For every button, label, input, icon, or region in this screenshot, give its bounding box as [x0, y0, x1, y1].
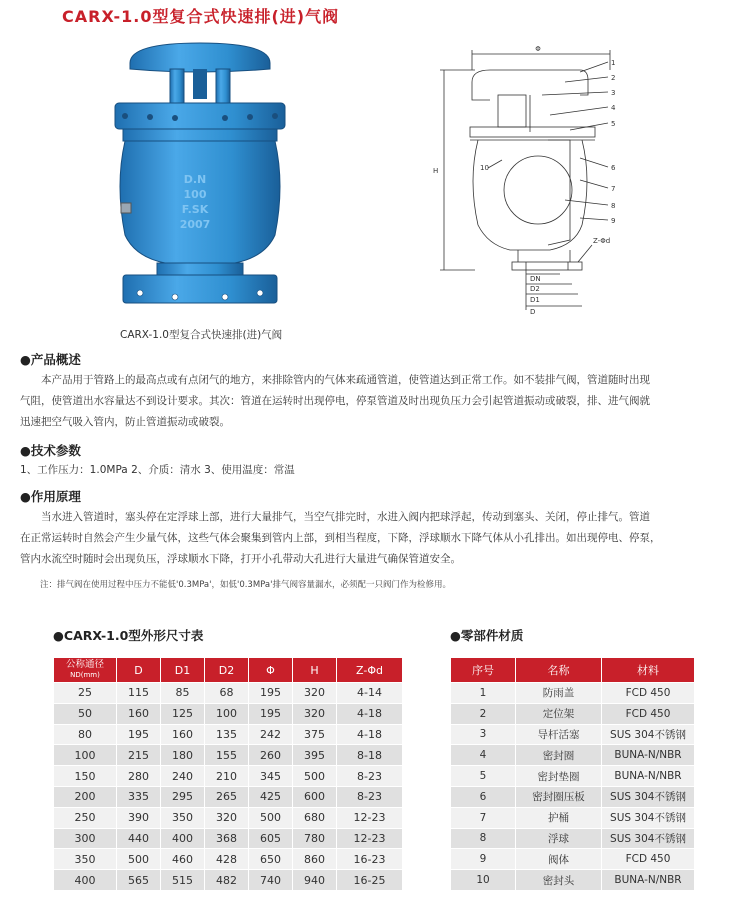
table-cell: 12-23 — [337, 828, 403, 849]
overview-text — [20, 370, 730, 433]
table-cell: 260 — [249, 745, 293, 766]
table-cell: 防雨盖 — [516, 683, 602, 704]
table-row — [451, 807, 695, 828]
table-cell: 135 — [205, 724, 249, 745]
table-row — [451, 766, 695, 787]
table-cell: SUS 304不锈钢 — [602, 828, 695, 849]
table-cell: 400 — [54, 870, 117, 891]
table-cell: 300 — [54, 828, 117, 849]
table-cell: 180 — [161, 745, 205, 766]
table-cell: 100 — [54, 745, 117, 766]
table-cell: 7 — [451, 807, 516, 828]
table-cell: 浮球 — [516, 828, 602, 849]
table-cell: 密封圈压板 — [516, 786, 602, 807]
principle-line-2: 在正常运转时自然会产生少量气体，这些气体会聚集到管内上部，到相当程度，下降，浮球顺水下降气体从小孔排出。如出现停电、停泵， — [20, 532, 661, 544]
table-row — [54, 786, 403, 807]
table-cell: 115 — [117, 683, 161, 704]
table-cell: 4-18 — [337, 703, 403, 724]
table-cell: 650 — [249, 849, 293, 870]
dimension-table — [53, 657, 403, 891]
overview-line-3: 迅速把空气吸入管内，防止管道振动或破裂。 — [20, 416, 230, 428]
casting-text-2: 100 — [183, 188, 207, 201]
table-cell: 350 — [161, 807, 205, 828]
callout-7: 7 — [611, 185, 616, 193]
table-cell: 6 — [451, 786, 516, 807]
dim-z-phid: Z-Φd — [593, 237, 611, 245]
table-cell: 780 — [293, 828, 337, 849]
casting-text-1: D.N — [183, 173, 207, 186]
table-cell: 160 — [117, 703, 161, 724]
dim-dn: DN — [530, 275, 541, 283]
table-cell: 8-23 — [337, 786, 403, 807]
principle-line-1: 当水进入管道时，塞头停在定浮球上部，进行大量排气，当空气排完时，水进入阀内把球浮起，传动到塞头、关闭，停止排气。管道 — [41, 511, 650, 523]
parts-table-heading: ●零部件材质 — [450, 628, 524, 643]
callout-6: 6 — [611, 164, 616, 172]
table-cell: BUNA-N/NBR — [602, 870, 695, 891]
callout-9: 9 — [611, 217, 616, 225]
table-cell: 密封圈 — [516, 745, 602, 766]
overview-line-1: 本产品用于管路上的最高点或有点闭气的地方，来排除管内的气体来疏通管道，使管道达到正常工作。如不装排气阀，管道随时出现 — [41, 374, 650, 386]
table-cell: 定位架 — [516, 703, 602, 724]
table-cell: SUS 304不锈钢 — [602, 807, 695, 828]
table-cell: FCD 450 — [602, 683, 695, 704]
callout-2: 2 — [611, 74, 616, 82]
table-cell: 16-25 — [337, 870, 403, 891]
table-cell: 345 — [249, 766, 293, 787]
table-cell: 5 — [451, 766, 516, 787]
table-cell: BUNA-N/NBR — [602, 745, 695, 766]
table-cell: 4-18 — [337, 724, 403, 745]
technical-drawing — [430, 40, 635, 315]
table-cell: 护桶 — [516, 807, 602, 828]
table-cell: SUS 304不锈钢 — [602, 724, 695, 745]
dim-h: H — [433, 167, 439, 175]
table-cell: 600 — [293, 786, 337, 807]
table-cell: 9 — [451, 849, 516, 870]
table-row — [54, 766, 403, 787]
table-cell: 150 — [54, 766, 117, 787]
col-header-phi: Φ — [249, 658, 293, 683]
dimension-table-heading: ●CARX-1.0型外形尺寸表 — [53, 628, 204, 643]
table-cell: 440 — [117, 828, 161, 849]
col-header-d: D — [117, 658, 161, 683]
col-header-z-phid: Z-Φd — [337, 658, 403, 683]
table-cell: FCD 450 — [602, 849, 695, 870]
table-cell: 320 — [205, 807, 249, 828]
callout-3: 3 — [611, 89, 616, 97]
table-cell: 215 — [117, 745, 161, 766]
table-row — [451, 828, 695, 849]
table-row — [451, 849, 695, 870]
table-cell: 515 — [161, 870, 205, 891]
casting-text-3: F.SK — [181, 203, 209, 216]
table-cell: 16-23 — [337, 849, 403, 870]
table-cell: 8-23 — [337, 766, 403, 787]
callout-4: 4 — [611, 104, 616, 112]
page-title: CARX-1.0型复合式快速排(进)气阀 — [62, 7, 340, 26]
casting-text-4: 2007 — [179, 218, 211, 231]
table-cell: 280 — [117, 766, 161, 787]
col-header-d2: D2 — [205, 658, 249, 683]
table-cell: BUNA-N/NBR — [602, 766, 695, 787]
table-cell: SUS 304不锈钢 — [602, 786, 695, 807]
table-cell: 导杆活塞 — [516, 724, 602, 745]
table-cell: 680 — [293, 807, 337, 828]
table-cell: 482 — [205, 870, 249, 891]
table-cell: 500 — [293, 766, 337, 787]
table-cell: 250 — [54, 807, 117, 828]
table-row — [451, 683, 695, 704]
table-cell: 3 — [451, 724, 516, 745]
table-cell: 500 — [249, 807, 293, 828]
callout-5: 5 — [611, 120, 616, 128]
callout-1: 1 — [611, 59, 616, 67]
table-cell: 195 — [117, 724, 161, 745]
specs-text: 1、工作压力：1.0MPa 2、介质：清水 3、使用温度：常温 — [20, 464, 295, 476]
table-cell: 265 — [205, 786, 249, 807]
dim-d2: D2 — [530, 285, 540, 293]
table-row — [451, 745, 695, 766]
table-cell: 500 — [117, 849, 161, 870]
table-cell: 350 — [54, 849, 117, 870]
table-row — [54, 703, 403, 724]
table-row — [54, 849, 403, 870]
table-cell: 390 — [117, 807, 161, 828]
principle-text — [20, 507, 730, 570]
table-cell: 395 — [293, 745, 337, 766]
dim-d: D — [530, 308, 536, 315]
table-row — [451, 870, 695, 891]
table-cell: 295 — [161, 786, 205, 807]
table-cell: 565 — [117, 870, 161, 891]
table-cell: 80 — [54, 724, 117, 745]
table-row — [451, 724, 695, 745]
table-cell: 1 — [451, 683, 516, 704]
col-header-d1: D1 — [161, 658, 205, 683]
table-cell: 860 — [293, 849, 337, 870]
table-row — [451, 786, 695, 807]
table-row — [54, 683, 403, 704]
table-cell: 425 — [249, 786, 293, 807]
table-cell: 8-18 — [337, 745, 403, 766]
specs-heading: ●技术参数 — [20, 443, 81, 458]
table-cell: 320 — [293, 683, 337, 704]
parts-table — [450, 657, 695, 891]
callout-8: 8 — [611, 202, 616, 210]
table-cell: 940 — [293, 870, 337, 891]
table-row — [54, 828, 403, 849]
table-cell: 242 — [249, 724, 293, 745]
col-header-index: 序号 — [451, 658, 516, 683]
col-header-material: 材料 — [602, 658, 695, 683]
table-cell: 100 — [205, 703, 249, 724]
table-cell: 740 — [249, 870, 293, 891]
nd-header-top: 公称通径 — [65, 659, 104, 670]
table-row — [451, 703, 695, 724]
table-cell: 50 — [54, 703, 117, 724]
table-cell: 8 — [451, 828, 516, 849]
table-row — [54, 870, 403, 891]
table-cell: 368 — [205, 828, 249, 849]
nd-header-bottom: ND(mm) — [70, 671, 100, 679]
table-row — [54, 724, 403, 745]
table-cell: 320 — [293, 703, 337, 724]
nd-header — [54, 658, 117, 683]
principle-heading: ●作用原理 — [20, 489, 81, 504]
table-cell: 460 — [161, 849, 205, 870]
overview-heading: ●产品概述 — [20, 352, 81, 367]
principle-line-3: 管内水流空时随时会出现负压，浮球顺水下降，打开小孔带动大孔进行大量进气确保管道安全。 — [20, 553, 461, 565]
table-cell: 2 — [451, 703, 516, 724]
table-cell: 605 — [249, 828, 293, 849]
table-cell: 68 — [205, 683, 249, 704]
principle-note: 注：排气阀在使用过程中压力不能低'0.3MPa'，如低'0.3MPa'排气阀容量漏水，必须配一只阀门作为检修用。 — [40, 580, 451, 590]
table-cell: 210 — [205, 766, 249, 787]
table-cell: 155 — [205, 745, 249, 766]
col-header-name: 名称 — [516, 658, 602, 683]
col-header-h: H — [293, 658, 337, 683]
dimension-table-header-row — [54, 658, 403, 683]
table-cell: 密封头 — [516, 870, 602, 891]
dim-d1: D1 — [530, 296, 540, 304]
table-cell: 25 — [54, 683, 117, 704]
table-cell: FCD 450 — [602, 703, 695, 724]
table-cell: 200 — [54, 786, 117, 807]
table-cell: 10 — [451, 870, 516, 891]
table-cell: 12-23 — [337, 807, 403, 828]
parts-table-header-row — [451, 658, 695, 683]
table-cell: 125 — [161, 703, 205, 724]
table-cell: 160 — [161, 724, 205, 745]
table-cell: 375 — [293, 724, 337, 745]
callout-10: 10 — [480, 164, 489, 172]
table-cell: 密封垫圈 — [516, 766, 602, 787]
table-cell: 428 — [205, 849, 249, 870]
table-row — [54, 745, 403, 766]
table-cell: 4 — [451, 745, 516, 766]
table-cell: 335 — [117, 786, 161, 807]
table-cell: 400 — [161, 828, 205, 849]
table-cell: 195 — [249, 703, 293, 724]
dim-phi: Φ — [535, 45, 541, 53]
table-cell: 195 — [249, 683, 293, 704]
overview-line-2: 气阻，使管道出水容量达不到设计要求。其次：管道在运转时出现停电，停泵管道及时出现负压力会引起管道振动或破裂，排、进气阀就 — [20, 395, 650, 407]
table-row — [54, 807, 403, 828]
table-cell: 4-14 — [337, 683, 403, 704]
table-cell: 240 — [161, 766, 205, 787]
valve-photo — [95, 35, 305, 320]
table-cell: 85 — [161, 683, 205, 704]
photo-caption: CARX-1.0型复合式快速排(进)气阀 — [120, 329, 283, 341]
table-cell: 阀体 — [516, 849, 602, 870]
